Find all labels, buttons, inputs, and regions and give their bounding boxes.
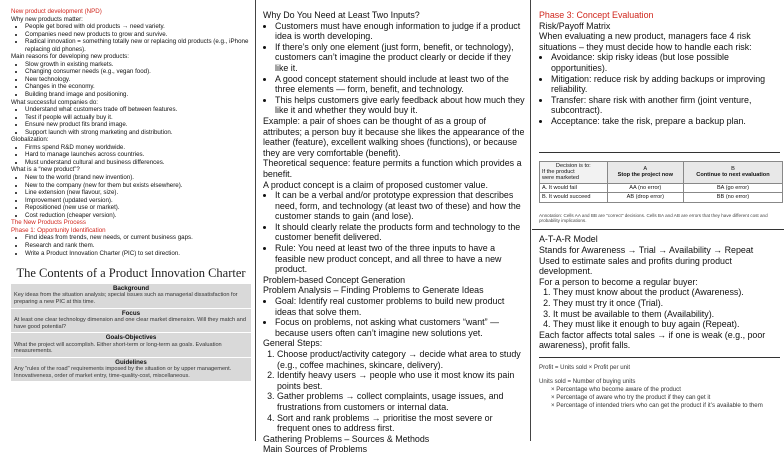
list-item: • Slow growth in existing markets. <box>25 61 251 69</box>
list-item: • New to the world (brand new invention). <box>25 174 251 182</box>
list-item: • Firms spend R&D money worldwide. <box>25 144 251 152</box>
charter-box-body: Key ideas from the situation analysis; special issues such as managerial dissatisfaction for preparing a new PIC at this time. <box>14 292 238 306</box>
companies-do-list <box>11 106 251 136</box>
process-heading: The New Products Process <box>11 219 86 227</box>
table-corner-cell <box>540 161 608 183</box>
table-cell: B. It would succeed <box>540 193 608 202</box>
globalization-heading: Globalization: <box>11 136 49 144</box>
list-item: • Write a Product Innovation Charter (PIC) to set direction. <box>25 250 251 258</box>
list-item: • It should clearly relate the products form and technology to the customer benefit delivered. <box>275 222 526 243</box>
list-item: • It can be a verbal and/or prototype expression that describes need, form, and technology (at least two of these) and how the customer stands to gain (and lose). <box>275 190 526 222</box>
charter-box-heading: Background <box>112 285 150 293</box>
table-annotation: Annotation: Cells AA and BB are "correct" decisions. Cells BA and AB are errors that they have different cost and probability implications. <box>539 212 768 223</box>
diagram-sub-line: × Percentage of intended triers who can get the product if it’s available to them <box>551 401 763 409</box>
charter-box-heading: Goals-Objectives <box>105 334 157 342</box>
list-item: • New to the company (new for them but exists elsewhere). <box>25 182 251 190</box>
list-item: • Must understand cultural and business differences. <box>25 159 251 167</box>
phase1-heading: Phase 1: Opportunity Identification <box>11 226 106 234</box>
profit-diagram <box>539 357 780 410</box>
list-item: • Avoidance: skip risky ideas (but lose possible opportunities). <box>551 52 780 73</box>
table-header-a <box>607 161 683 183</box>
list-item: • Changes in the economy. <box>25 83 251 91</box>
list-item: • Test if people will actually buy it. <box>25 114 251 122</box>
list-item: • Companies need new products to grow and survive. <box>25 31 251 39</box>
list-item: • This helps customers give early feedback about how much they like it and whether they would buy it. <box>275 95 526 116</box>
claim-text: A product concept is a claim of proposed customer value. <box>263 179 488 190</box>
steps-list <box>263 349 526 434</box>
list-item: • Transfer: share risk with another firm (joint venture, subcontract). <box>551 95 780 116</box>
diagram-sub-line: × Percentage who become aware of the product <box>551 385 681 393</box>
table-row <box>540 183 783 192</box>
table-cell: AA (no error) <box>607 183 683 192</box>
risk-list <box>539 52 780 126</box>
col-a-letter: A <box>643 165 648 172</box>
new-product-heading: What is a “new product”? <box>11 166 80 174</box>
charter-box-background <box>11 284 251 308</box>
list-item: 3. Gather problems → collect complaints, usage issues, and frustrations from customers or internal data. <box>277 391 526 412</box>
middle-column <box>257 0 531 455</box>
list-item: • Rule: You need at least two of the three inputs to have a feasible new product concept, and all three to have a new product. <box>275 243 526 275</box>
list-item: • Understand what customers trade off between features. <box>25 106 251 114</box>
problem-based-heading: Problem-based Concept Generation <box>263 274 406 285</box>
col-a-label: Stop the project now <box>617 172 673 179</box>
list-item: • Find ideas from trends, new needs, or current business gaps. <box>25 234 251 242</box>
list-item: • Ensure new product fits brand image. <box>25 121 251 129</box>
table-cell: BA (go error) <box>683 183 782 192</box>
list-item: • Research and rank them. <box>25 242 251 250</box>
right-column <box>532 0 784 441</box>
claim-list <box>263 190 526 275</box>
problem-analysis-heading: Problem Analysis – Finding Problems to Generate Ideas <box>263 285 484 296</box>
list-item: 1. They must know about the product (Awareness). <box>553 287 780 298</box>
theoretical-text: Theoretical sequence: feature permits a function which provides a benefit. <box>263 158 522 179</box>
col-b-label: Continue to next evaluation <box>696 172 770 179</box>
list-item: • Changing consumer needs (e.g., vegan food). <box>25 68 251 76</box>
list-item: • Repositioned (new use or market). <box>25 204 251 212</box>
npd-heading: New product development (NPD) <box>11 8 102 15</box>
example-text: Example: a pair of shoes can be thought of as a group of attributes; a person buy it because she likes the appearance of the leather (feature), excellent walking shoes (functions), or because they are very comfortable (benefit). <box>263 115 525 158</box>
factor-text: Each factor affects total sales → if one is weak (e.g., poor awareness), profit falls. <box>539 329 766 351</box>
charter-box-guidelines <box>11 358 251 382</box>
charter-box-body: At least one clear technology dimension and one clear market dimension. Will they match and have good potential? <box>14 317 246 330</box>
atar-heading: A-T-A-R Model <box>539 234 598 245</box>
corner-bottom-label: If the product were marketed <box>542 168 579 182</box>
problem-list <box>263 296 526 338</box>
list-item: 3. It must be available to them (Availability). <box>553 309 780 320</box>
list-item: • Focus on problems, not asking what customers “want” — because users often can’t imagine new solutions yet. <box>275 317 526 338</box>
list-item: • Improvement (updated version). <box>25 197 251 205</box>
list-item: • Line extension (new flavour, size). <box>25 189 251 197</box>
list-item: • A good concept statement should include at least two of the three elements — form, benefit, and technology. <box>275 74 526 95</box>
diagram-sub-line: × Percentage of aware who try the product if they can get it <box>551 393 711 401</box>
atar-line: Stands for Awareness → Trial → Availability → Repeat <box>539 244 754 255</box>
list-item: • Mitigation: reduce risk by adding backups or improving reliability. <box>551 74 780 95</box>
gathering-heading: Gathering Problems – Sources & Methods <box>263 433 430 444</box>
why-list <box>11 23 251 53</box>
charter-box-body: What the project will accomplish. Either short-term or long-term as goals. Evaluation measurements. <box>14 341 222 355</box>
list-item: • Goal: Identify real customer problems to build new product ideas that solve them. <box>275 296 526 317</box>
charter-box-body: Any "rules of the road" requirements imposed by the situation or by upper management. Innovativeness, order of market entry, time-quality-cost, miscellaneous. <box>14 366 232 379</box>
charter-box-heading: Focus <box>121 309 141 317</box>
risk-intro: When evaluating a new product, managers face 4 risk situations – they must decide how to handle each risk: <box>539 31 752 52</box>
why-heading: Why new products matter: <box>11 15 83 23</box>
list-item: • Acceptance: take the risk, prepare a backup plan. <box>551 116 780 127</box>
list-item: 1. Choose product/activity category → decide what area to study (e.g., coffee machines, skincare, delivery). <box>277 349 526 370</box>
section-divider <box>532 229 784 230</box>
col-b-letter: B <box>731 165 735 172</box>
charter-box-focus <box>11 309 251 333</box>
why-two-list <box>263 21 526 116</box>
main-reasons-heading: Main reasons for developing new products: <box>11 53 129 61</box>
table-cell: BB (no error) <box>683 193 782 202</box>
charter-box-goals <box>11 333 251 357</box>
main-sources-heading: Main Sources of Problems <box>263 444 368 455</box>
list-item: • Hard to manage launches across countries. <box>25 151 251 159</box>
list-item: • Radical innovation = something totally new or replacing old products (e.g., iPhone replacing old phones). <box>25 38 251 53</box>
units-line: Units sold = Number of buying units <box>539 377 636 385</box>
list-item: • People get bored with old products → need variety. <box>25 23 251 31</box>
corner-top-label: Decision is to: <box>555 162 591 169</box>
list-item: 2. They must try it once (Trial). <box>553 298 780 309</box>
table-row <box>540 193 783 202</box>
globalization-list <box>11 144 251 167</box>
companies-do-heading: What successful companies do: <box>11 98 99 106</box>
atar-use: Used to estimate sales and profits during product development. <box>539 255 732 277</box>
table-cell: A. It would fail <box>540 183 608 192</box>
list-item: • Customers must have enough information to judge if a product idea is worth developing. <box>275 21 526 42</box>
risk-payoff-table-section <box>539 152 780 224</box>
why-two-heading: Why Do You Need at Least Two Inputs? <box>263 10 420 20</box>
list-item: • Support launch with strong marketing and distribution. <box>25 129 251 137</box>
profit-line: Profit = Units sold × Profit per unit <box>539 363 631 371</box>
list-item: • If there’s only one element (just form, benefit, or technology), customers can’t imagine the product clearly or decide if they like it. <box>275 42 526 74</box>
phase1-list <box>11 234 251 257</box>
regular-intro: For a person to become a regular buyer: <box>539 276 698 287</box>
list-item: • New technology. <box>25 76 251 84</box>
list-item: • Building brand image and positioning. <box>25 91 251 99</box>
general-steps-heading: General Steps: <box>263 338 323 349</box>
risk-matrix-heading: Risk/Payoff Matrix <box>539 20 611 31</box>
new-product-list <box>11 174 251 219</box>
list-item: 4. They must like it enough to buy again (Repeat). <box>553 319 780 330</box>
risk-payoff-table <box>539 161 783 203</box>
charter-title: The Contents of a Product Innovation Charter <box>16 266 246 281</box>
left-column <box>0 0 256 441</box>
main-reasons-list <box>11 61 251 99</box>
charter-box-heading: Guidelines <box>115 358 147 366</box>
list-item: 4. Sort and rank problems → prioritise the most severe or frequent ones to address first. <box>277 413 526 434</box>
list-item: 2. Identify heavy users → people who use it most know its pain points best. <box>277 370 526 391</box>
table-cell: AB (drop error) <box>607 193 683 202</box>
regular-steps-list <box>539 287 780 329</box>
list-item: • Cost reduction (cheaper version). <box>25 212 251 220</box>
phase3-heading: Phase 3: Concept Evaluation <box>539 10 654 20</box>
table-header-b <box>683 161 782 183</box>
